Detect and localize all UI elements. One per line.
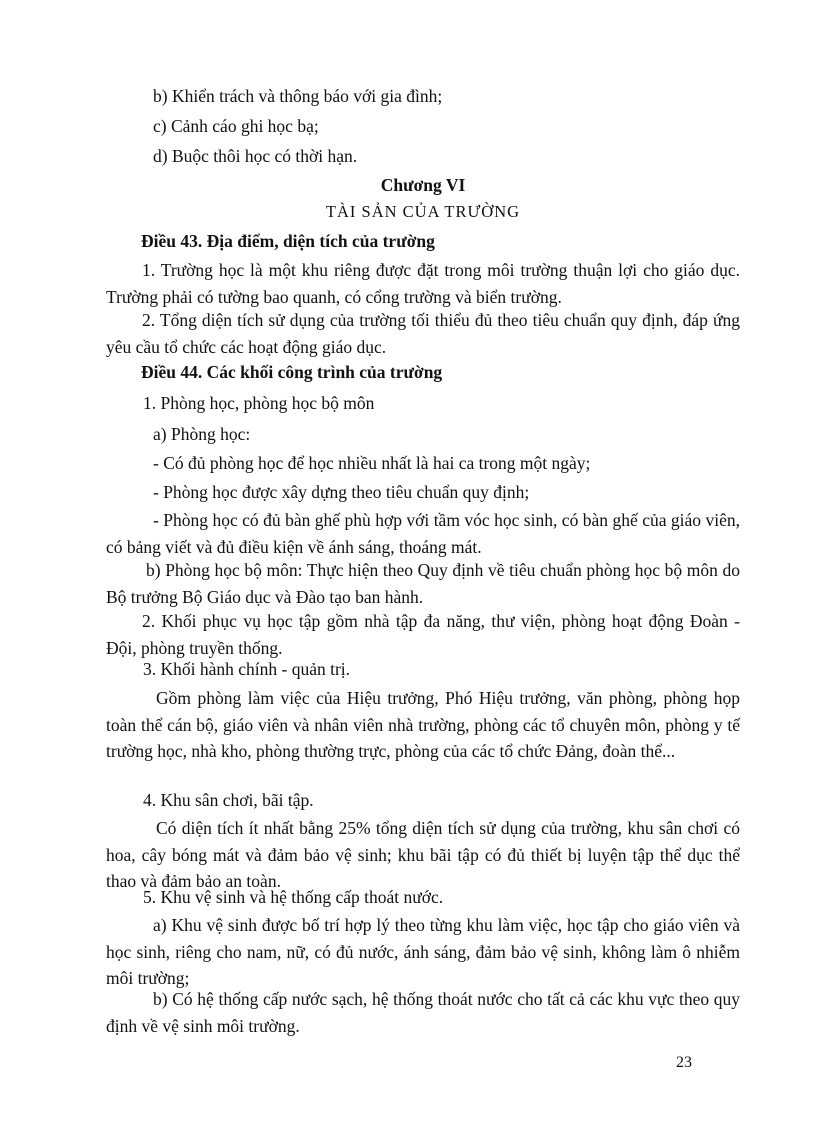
article-43-paragraph-1: 1. Trường học là một khu riêng được đặt trong môi trường thuận lợi cho giáo dục. Trường phải có tường bao quanh, có cổng trường và biển trường. [106,260,740,307]
article-43-heading: Điều 43. Địa điểm, diện tích của trường [141,231,435,251]
section-1b-paragraph: b) Phòng học bộ môn: Thực hiện theo Quy định về tiêu chuẩn phòng học bộ môn do Bộ trưởng Bộ Giáo dục và Đào tạo ban hành. [106,560,740,607]
section-2-paragraph: 2. Khối phục vụ học tập gồm nhà tập đa năng, thư viện, phòng hoạt động Đoàn - Đội, phòng truyền thống. [106,611,740,658]
section-4-paragraph: Có diện tích ít nhất bằng 25% tổng diện tích sử dụng của trường, khu sân chơi có hoa, cây bóng mát và đảm bảo vệ sinh; khu bãi tập có đủ thiết bị luyện tập thể dục thể thao và đảm bảo an toàn. [106,818,740,891]
section-4-heading: 4. Khu sân chơi, bãi tập. [143,790,314,810]
article-44-heading: Điều 44. Các khối công trình của trường [141,362,443,382]
section-3-paragraph: Gồm phòng làm việc của Hiệu trưởng, Phó Hiệu trưởng, văn phòng, phòng họp toàn thể cán bộ, giáo viên và nhân viên nhà trường, phòng các tổ chuyên môn, phòng y tế trường học, nhà kho, phòng thường trực, phòng của các tổ chức Đảng, đoàn thể... [106,688,740,761]
page-number: 23 [676,1054,692,1071]
section-5a-paragraph: a) Khu vệ sinh được bố trí hợp lý theo từng khu làm việc, học tập cho giáo viên và học sinh, riêng cho nam, nữ, có đủ nước, ánh sáng, đảm bảo vệ sinh, không làm ô nhiễm môi trường; [106,915,740,988]
section-1a-item-3: - Phòng học có đủ bàn ghế phù hợp với tầm vóc học sinh, có bàn ghế của giáo viên, có bảng viết và đủ điều kiện về ánh sáng, thoáng mát. [106,510,740,557]
section-5-heading: 5. Khu vệ sinh và hệ thống cấp thoát nước. [143,887,444,907]
section-5b-paragraph: b) Có hệ thống cấp nước sạch, hệ thống thoát nước cho tất cả các khu vực theo quy định về vệ sinh môi trường. [106,989,740,1036]
list-item-c: c) Cảnh cáo ghi học bạ; [153,116,319,136]
chapter-title: Chương VI [380,175,466,195]
article-43-paragraph-2: 2. Tổng diện tích sử dụng của trường tối thiểu đủ theo tiêu chuẩn quy định, đáp ứng yêu cầu tổ chức các hoạt động giáo dục. [106,310,740,357]
section-1a-heading: a) Phòng học: [153,424,251,444]
list-item-b: b) Khiển trách và thông báo với gia đình; [153,86,443,106]
list-item-d: d) Buộc thôi học có thời hạn. [153,146,358,166]
chapter-subtitle: TÀI SẢN CỦA TRƯỜNG [325,202,521,221]
section-3-heading: 3. Khối hành chính - quản trị. [143,659,351,679]
section-1a-item-2: - Phòng học được xây dựng theo tiêu chuẩn quy định; [153,482,530,502]
section-1-heading: 1. Phòng học, phòng học bộ môn [143,393,375,413]
section-1a-item-1: - Có đủ phòng học để học nhiều nhất là hai ca trong một ngày; [153,453,591,473]
